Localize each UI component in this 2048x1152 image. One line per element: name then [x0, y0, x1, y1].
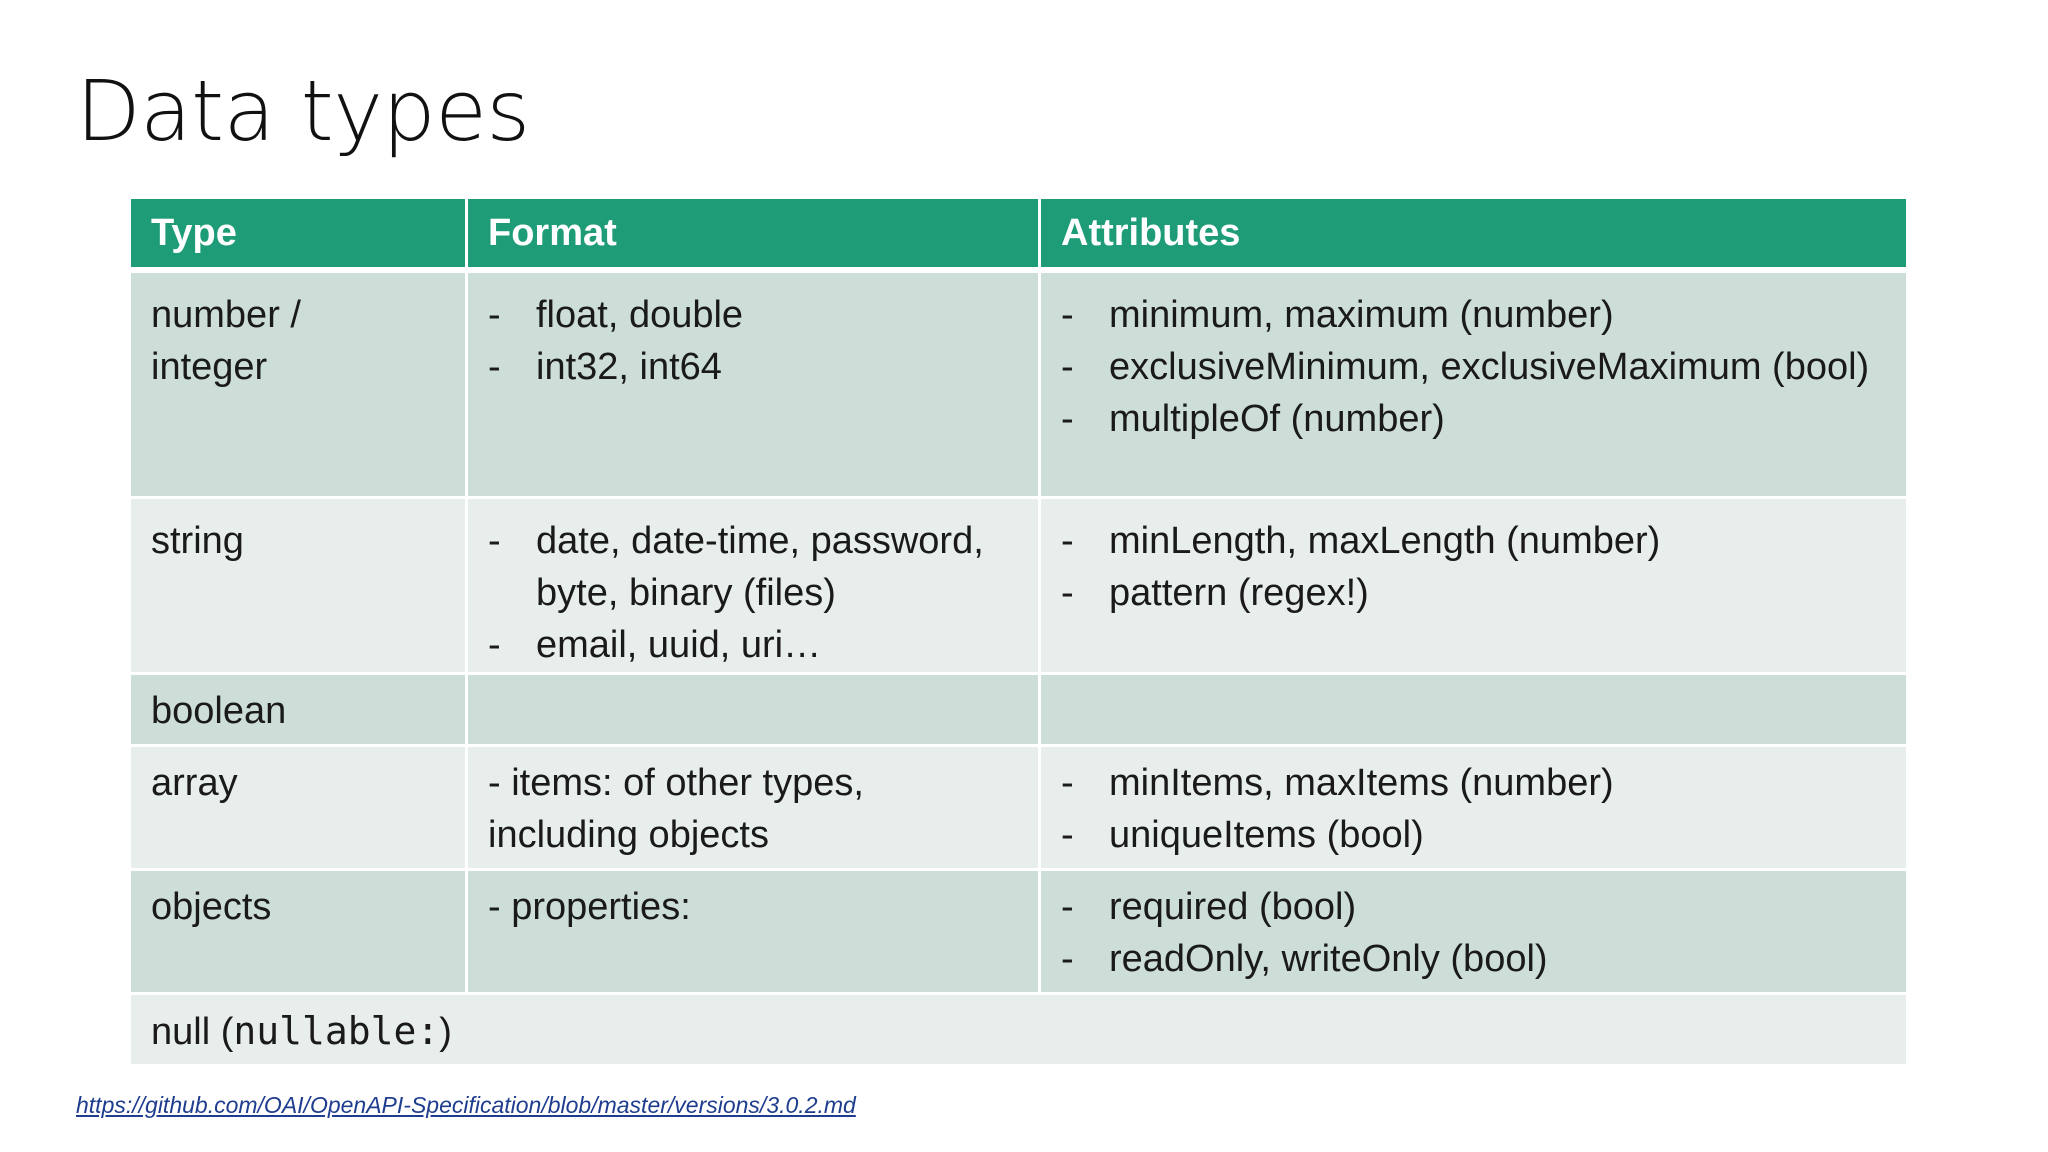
type-text: number /	[151, 293, 301, 336]
dash-marker: -	[488, 624, 501, 666]
type-cell	[130, 746, 467, 870]
format-cell	[467, 870, 1040, 994]
header-type: Type	[130, 198, 467, 270]
list-item: - minimum, maximum (number)	[1061, 289, 1886, 341]
table-row-array	[130, 746, 1908, 870]
spec-source-link[interactable]: https://github.com/OAI/OpenAPI-Specification/blob/master/versions/3.0.2.md	[76, 1092, 856, 1118]
attributes-cell	[1040, 674, 1908, 746]
null-suffix: )	[439, 1011, 452, 1053]
list-item: - required (bool)	[1061, 881, 1886, 933]
list-item: - minLength, maxLength (number)	[1061, 515, 1886, 567]
dash-marker: -	[1061, 572, 1074, 614]
header-attributes: Attributes	[1040, 198, 1908, 270]
format-list	[488, 515, 1018, 671]
dash-marker: -	[1061, 886, 1074, 928]
list-item: - date, date-time, password, byte, binary (files)	[488, 515, 1018, 619]
type-text: boolean	[151, 690, 287, 732]
header-format: Format	[467, 198, 1040, 270]
attributes-list	[1061, 289, 1886, 445]
data-types-table	[128, 196, 1909, 1067]
attributes-cell	[1040, 498, 1908, 674]
attributes-list	[1061, 515, 1886, 619]
format-cell	[467, 270, 1040, 498]
list-item: - readOnly, writeOnly (bool)	[1061, 933, 1886, 985]
format-text: - items: of other types, including objects	[488, 762, 864, 856]
list-item: - multipleOf (number)	[1061, 393, 1886, 445]
dash-marker: -	[1061, 397, 1074, 440]
attributes-cell	[1040, 746, 1908, 870]
dash-marker: -	[1061, 814, 1074, 856]
null-cell	[130, 994, 1908, 1066]
list-item: - uniqueItems (bool)	[1061, 809, 1886, 861]
attributes-cell	[1040, 870, 1908, 994]
type-text: objects	[151, 886, 272, 928]
dash-marker: -	[1061, 938, 1074, 980]
dash-marker: -	[488, 345, 501, 388]
dash-marker: -	[488, 293, 501, 336]
header-row	[130, 198, 1908, 270]
type-cell	[130, 498, 467, 674]
attributes-list	[1061, 757, 1886, 861]
type-text: integer	[151, 345, 268, 388]
slide-title: Data types	[76, 62, 530, 160]
format-list	[488, 289, 1018, 393]
dash-marker: -	[488, 520, 501, 562]
dash-marker: -	[1061, 293, 1074, 336]
list-item: - pattern (regex!)	[1061, 567, 1886, 619]
list-item: - minItems, maxItems (number)	[1061, 757, 1886, 809]
attributes-cell	[1040, 270, 1908, 498]
dash-marker: -	[1061, 520, 1074, 562]
list-item: - email, uuid, uri…	[488, 619, 1018, 671]
type-cell	[130, 674, 467, 746]
dash-marker: -	[1061, 345, 1074, 388]
null-text: null (	[151, 1011, 234, 1053]
type-cell	[130, 870, 467, 994]
table-row-boolean	[130, 674, 1908, 746]
list-item: - exclusiveMinimum, exclusiveMaximum (bool)	[1061, 341, 1886, 393]
type-text: string	[151, 520, 244, 562]
table-row-number	[130, 270, 1908, 498]
format-cell	[467, 746, 1040, 870]
table-row-objects	[130, 870, 1908, 994]
list-item: - float, double	[488, 289, 1018, 341]
table-row-null	[130, 994, 1908, 1066]
list-item: - int32, int64	[488, 341, 1018, 393]
attributes-list	[1061, 881, 1886, 985]
nullable-code: nullable:	[233, 1009, 440, 1053]
dash-marker: -	[1061, 762, 1074, 804]
format-cell	[467, 674, 1040, 746]
format-text: - properties:	[488, 886, 691, 928]
table-row-string	[130, 498, 1908, 674]
type-text: array	[151, 762, 238, 804]
format-cell	[467, 498, 1040, 674]
type-cell	[130, 270, 467, 498]
